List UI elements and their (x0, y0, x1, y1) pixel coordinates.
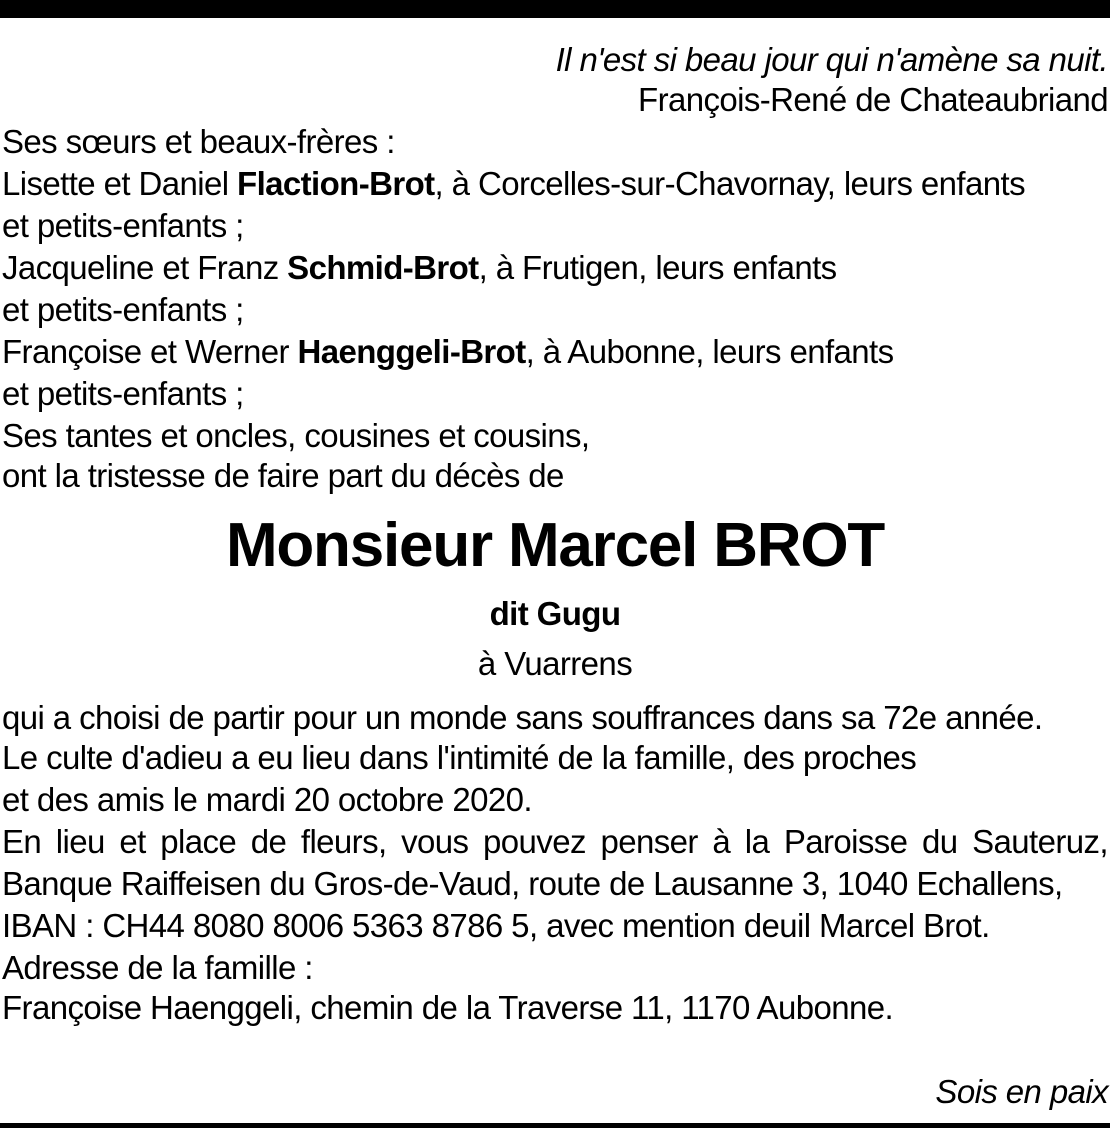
address-label: Adresse de la famille : (2, 949, 313, 986)
family-member-suffix: , à Aubonne, leurs enfants (525, 333, 894, 370)
family-member-2 (2, 248, 837, 288)
deceased-name: Monsieur Marcel BROT (225, 511, 885, 580)
body-line-2: Le culte d'adieu a eu lieu dans l'intimité de la famille, des proches (2, 739, 917, 776)
family-member-1-continuation: et petits-enfants ; (2, 207, 244, 244)
family-intro: Ses sœurs et beaux-frères : (2, 123, 395, 160)
family-member-prefix: Lisette et Daniel (2, 165, 238, 202)
address-line: Françoise Haenggeli, chemin de la Traverse 11, 1170 Aubonne. (2, 989, 894, 1026)
donation-word: Sauteruz, (972, 823, 1108, 860)
donation-word: la (744, 823, 770, 860)
donation-word: penser (600, 823, 698, 860)
family-member-prefix: Jacqueline et Franz (2, 249, 288, 286)
donation-word: lieu (55, 823, 105, 860)
donation-word: En (2, 823, 42, 860)
donation-word: Paroisse (783, 823, 908, 860)
deceased-place: à Vuarrens (477, 645, 633, 682)
epigraph-author: François-René de Chateaubriand (638, 81, 1108, 118)
donation-word: à (712, 823, 731, 860)
deceased-nickname: dit Gugu (489, 595, 621, 632)
family-member-prefix: Françoise et Werner (2, 333, 298, 370)
family-member-1 (2, 164, 1025, 204)
family-member-surname: Haenggeli-Brot (297, 333, 526, 370)
donation-word: fleurs, (300, 823, 387, 860)
bank-line: Banque Raiffeisen du Gros-de-Vaud, route de Lausanne 3, 1040 Echallens, (2, 865, 1063, 902)
donation-word: du (922, 823, 958, 860)
closing-line: Sois en paix (935, 1073, 1108, 1110)
relatives-line: Ses tantes et oncles, cousines et cousins, (2, 417, 590, 454)
bottom-rule (0, 1123, 1110, 1128)
family-member-2-continuation: et petits-enfants ; (2, 291, 244, 328)
family-member-suffix: , à Corcelles-sur-Chavornay, leurs enfants (434, 165, 1025, 202)
donation-word: pouvez (483, 823, 586, 860)
family-member-3 (2, 332, 894, 372)
family-member-3-continuation: et petits-enfants ; (2, 375, 244, 412)
donation-word: et (119, 823, 146, 860)
family-member-suffix: , à Frutigen, leurs enfants (478, 249, 837, 286)
announcement-line: ont la tristesse de faire part du décès de (2, 457, 564, 494)
iban-line: IBAN : CH44 8080 8006 5363 8786 5, avec mention deuil Marcel Brot. (2, 907, 990, 944)
family-member-surname: Schmid-Brot (287, 249, 479, 286)
family-member-surname: Flaction-Brot (237, 165, 435, 202)
top-rule (0, 0, 1110, 18)
donation-word: vous (401, 823, 469, 860)
body-line-3: et des amis le mardi 20 octobre 2020. (2, 781, 532, 818)
donation-word: de (250, 823, 287, 860)
epigraph-quote: Il n'est si beau jour qui n'amène sa nuit. (555, 41, 1108, 78)
donation-word: place (160, 823, 237, 860)
body-line-1: qui a choisi de partir pour un monde sans souffrances dans sa 72e année. (2, 699, 1043, 736)
donation-line (2, 822, 1108, 862)
